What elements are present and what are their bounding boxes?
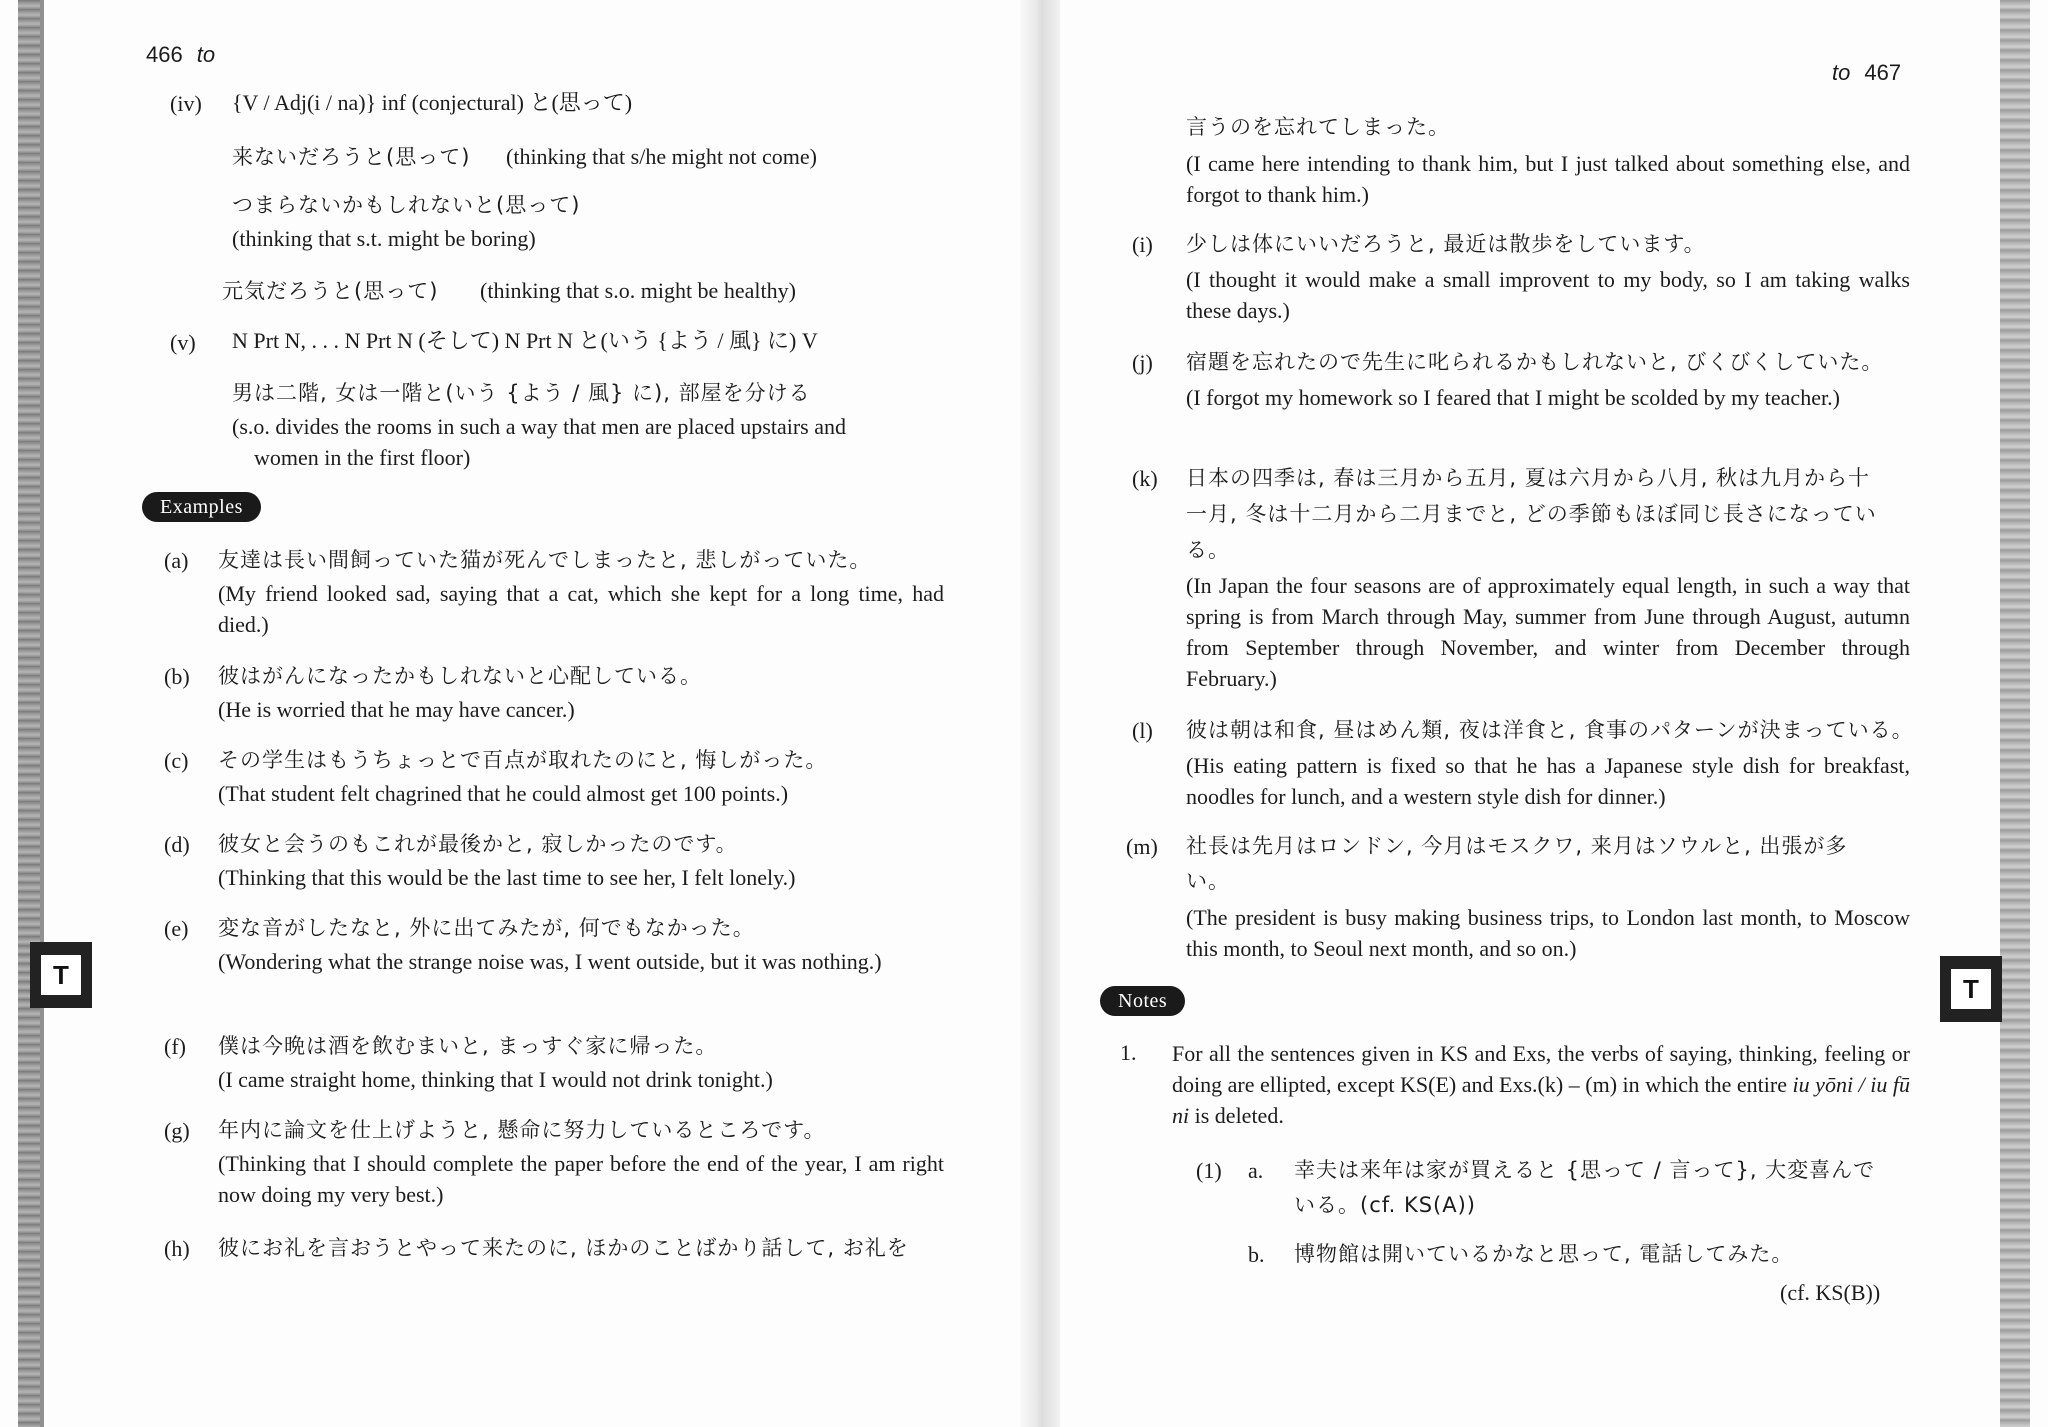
left-header-word: to: [196, 42, 216, 67]
example-g-label: (g): [164, 1118, 190, 1143]
example-i-en: (I thought it would make a small improvent to my body, so I am taking walks these days.): [1186, 267, 1910, 323]
example-e-label: (e): [164, 916, 189, 941]
example-k-jp-2: 一月, 冬は十二月から二月までと, どの季節もほぼ同じ長さになってい: [1186, 502, 1877, 526]
example-f-en: (I came straight home, thinking that I would not drink tonight.): [218, 1067, 773, 1092]
right-page: [1060, 0, 2048, 1427]
note-1-a-jp-1: 幸夫は来年は家が買えると {思って / 言って}, 大変喜んで: [1294, 1158, 1876, 1182]
pattern-v-formula: N Prt N, . . . N Prt N (そして) N Prt N と(いう {よう / 風} に) V: [232, 328, 818, 353]
example-b-en: (He is worried that he may have cancer.): [218, 697, 575, 722]
example-f-label: (f): [164, 1034, 186, 1059]
example-i-label: (i): [1132, 232, 1153, 257]
left-page-number: 466: [146, 42, 183, 67]
note-1-text-part-2: is deleted.: [1189, 1103, 1284, 1128]
example-j-jp: 宿題を忘れたので先生に叱られるかもしれないと, びくびくしていた。: [1186, 350, 1884, 374]
pattern-v-label: (v): [170, 330, 196, 355]
pattern-iv-ex3-en: (thinking that s.o. might be healthy): [480, 278, 796, 303]
left-side-tab-letter: T: [39, 953, 83, 997]
example-h-jp: 彼にお礼を言おうとやって来たのに, ほかのことばかり話して, お礼を: [218, 1236, 909, 1260]
pattern-iv-ex2-en: (thinking that s.t. might be boring): [232, 226, 536, 251]
example-m-en: (The president is busy making business trips, to London last month, to Moscow this month, to Seoul next month, and so on.): [1186, 905, 1910, 961]
note-1-b-jp: 博物館は開いているかなと思って, 電話してみた。: [1294, 1242, 1794, 1266]
examples-badge: Examples: [142, 492, 261, 522]
pattern-iv-ex1-en: (thinking that s/he might not come): [506, 144, 818, 169]
example-l-jp: 彼は朝は和食, 昼はめん類, 夜は洋食と, 食事のパターンが決まっている。: [1186, 718, 1914, 742]
example-k-jp-1: 日本の四季は, 春は三月から五月, 夏は六月から八月, 秋は九月から十: [1186, 466, 1871, 490]
left-side-tab: [30, 942, 92, 1008]
right-side-tab: [1940, 956, 2002, 1022]
example-d-en: (Thinking that this would be the last time to see her, I felt lonely.): [218, 865, 796, 890]
pattern-v-ex-jp: 男は二階, 女は一階と(いう {よう / 風} に), 部屋を分ける: [232, 381, 811, 405]
note-1-text: [1172, 1038, 1910, 1131]
example-a-label: (a): [164, 548, 189, 573]
example-e-jp: 変な音がしたなと, 外に出てみたが, 何でもなかった。: [218, 916, 755, 940]
note-1-sub-label: (1): [1196, 1158, 1222, 1183]
right-side-tab-letter: T: [1949, 967, 1993, 1011]
example-d-label: (d): [164, 832, 190, 857]
right-page-number: 467: [1864, 60, 1902, 85]
example-a-jp: 友達は長い間飼っていた猫が死んでしまったと, 悲しがっていた。: [218, 548, 872, 572]
note-1-text-part-1: For all the sentences given in KS and Exs, the verbs of saying, thinking, feeling or doing are ellipted, except KS(E) and Exs.(k) – (m) in which the entire: [1172, 1041, 1910, 1097]
pattern-v-ex-en-1: (s.o. divides the rooms in such a way that men are placed upstairs and: [232, 414, 847, 439]
example-j-en: (I forgot my homework so I feared that I might be scolded by my teacher.): [1186, 385, 1840, 410]
example-h-continued-jp: 言うのを忘れてしまった。: [1186, 115, 1450, 139]
example-g-en: (Thinking that I should complete the paper before the end of the year, I am right now doing my very best.): [218, 1151, 944, 1207]
note-1-b-label: b.: [1248, 1242, 1265, 1267]
pattern-iv-ex2-jp: つまらないかもしれないと(思って): [232, 193, 581, 217]
example-f-jp: 僕は今晩は酒を飲むまいと, まっすぐ家に帰った。: [218, 1034, 718, 1058]
pattern-iv-ex3-jp: 元気だろうと(思って): [222, 279, 439, 303]
left-page-header: [146, 42, 215, 68]
note-1-b-ref: (cf. KS(B)): [1780, 1280, 1881, 1305]
note-1-label: 1.: [1120, 1040, 1137, 1065]
example-k-label: (k): [1132, 466, 1158, 491]
example-k-en: (In Japan the four seasons are of approximately equal length, in such a way that spring is from March through May, summer from June through August, autumn from September through November, and winter from December through February.): [1186, 573, 1910, 691]
example-g-jp: 年内に論文を仕上げようと, 懸命に努力しているところです。: [218, 1118, 826, 1142]
note-1-a-jp-2: いる。(cf. KS(A)): [1294, 1193, 1476, 1217]
example-b-jp: 彼はがんになったかもしれないと心配している。: [218, 664, 702, 688]
right-header-word: to: [1832, 60, 1851, 85]
example-a-en: (My friend looked sad, saying that a cat, which she kept for a long time, had died.): [218, 581, 944, 637]
note-1-a-label: a.: [1248, 1158, 1264, 1183]
right-page-header: [1832, 60, 1901, 86]
example-c-en: (That student felt chagrined that he could almost get 100 points.): [218, 781, 789, 806]
pattern-iv-ex1-jp: 来ないだろうと(思って): [232, 145, 471, 169]
example-c-label: (c): [164, 748, 189, 773]
pattern-iv-formula: {V / Adj(i / na)} inf (conjectural) と(思って): [232, 90, 633, 115]
example-d-jp: 彼女と会うのもこれが最後かと, 寂しかったのです。: [218, 832, 738, 856]
notes-badge: Notes: [1100, 986, 1185, 1016]
example-h-label: (h): [164, 1236, 190, 1261]
example-m-label: (m): [1126, 834, 1158, 859]
example-c-jp: その学生はもうちょっとで百点が取れたのにと, 悔しがった。: [218, 748, 828, 772]
example-k-jp-3: る。: [1186, 538, 1230, 562]
example-l-en: (His eating pattern is fixed so that he has a Japanese style dish for breakfast, noodles for lunch, and a western style dish for dinner.): [1186, 753, 1910, 809]
example-m-jp-1: 社長は先月はロンドン, 今月はモスクワ, 来月はソウルと, 出張が多: [1186, 834, 1848, 858]
example-l-label: (l): [1132, 718, 1153, 743]
example-h-en: (I came here intending to thank him, but I just talked about something else, and forgot to thank him.): [1186, 151, 1910, 207]
note-1-text-italic: iu yōni / iu fū ni: [1172, 1072, 1910, 1128]
pattern-iv-label: (iv): [170, 91, 202, 116]
example-m-jp-2: い。: [1186, 869, 1230, 893]
example-j-label: (j): [1132, 350, 1153, 375]
example-b-label: (b): [164, 664, 190, 689]
pattern-v-ex-en-2: women in the first floor): [254, 445, 471, 470]
example-i-jp: 少しは体にいいだろうと, 最近は散歩をしています。: [1186, 232, 1706, 256]
example-e-en: (Wondering what the strange noise was, I went outside, but it was nothing.): [218, 949, 882, 974]
